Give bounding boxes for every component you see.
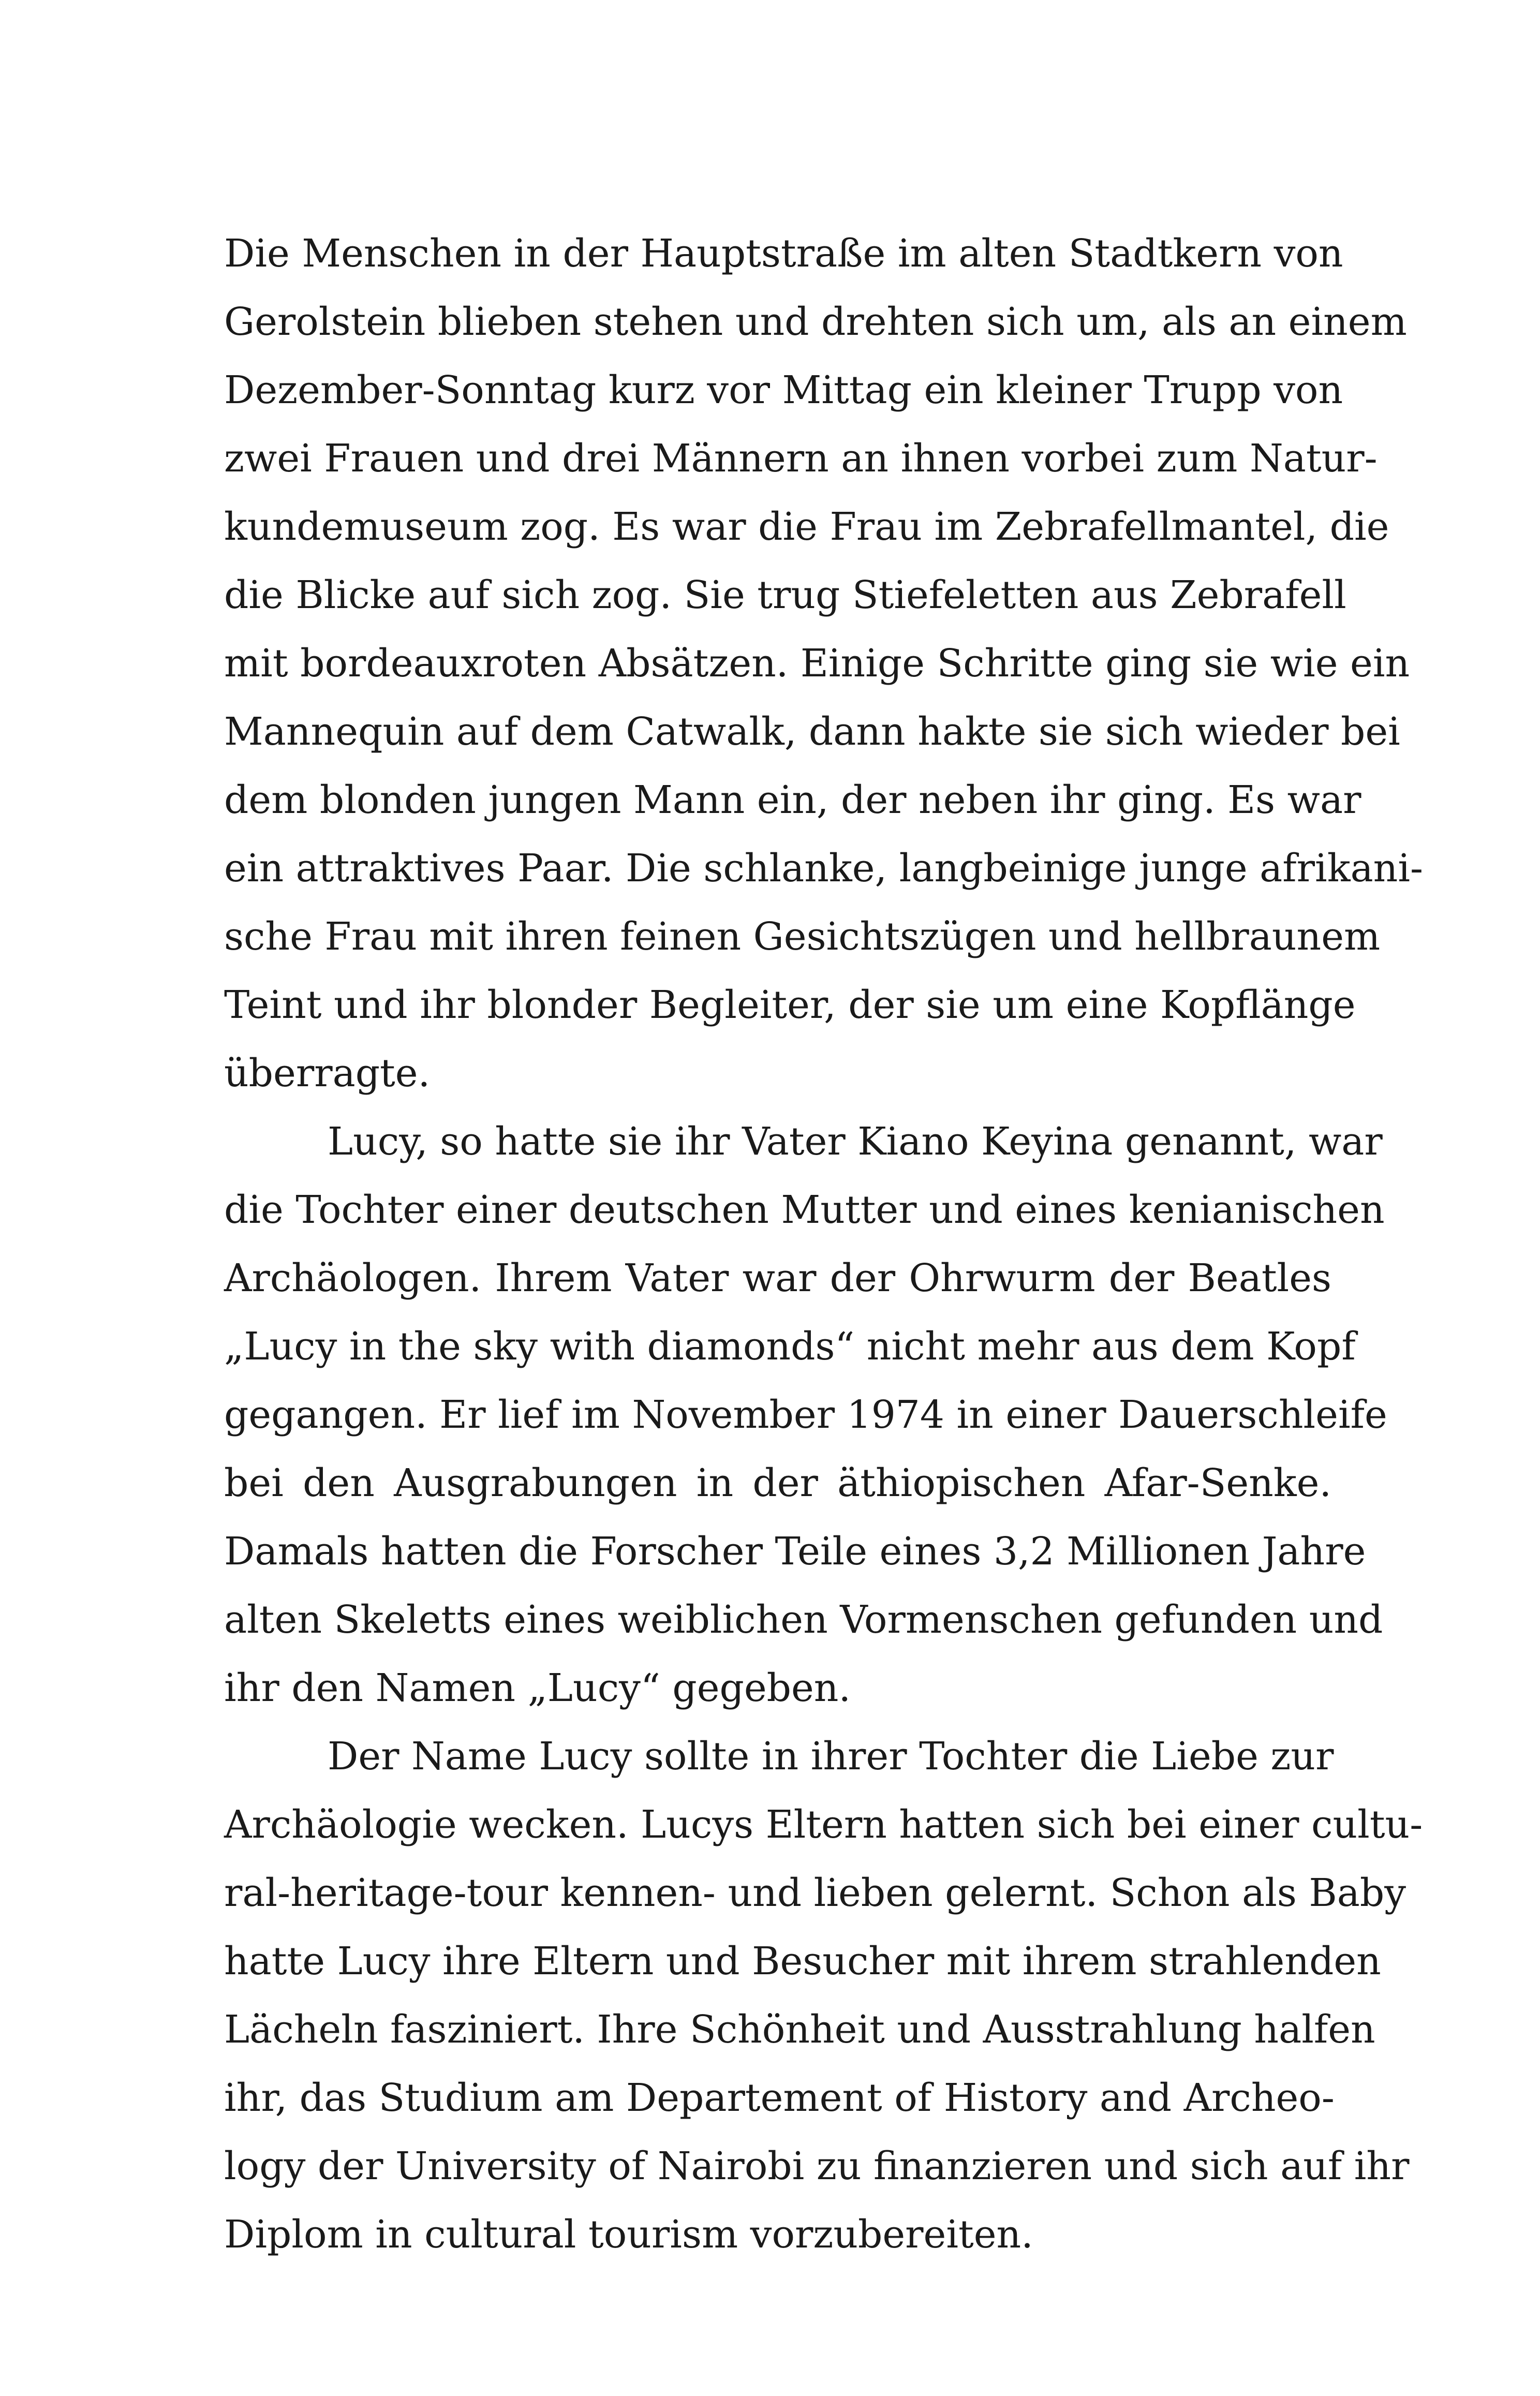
text-line: Lächeln fasziniert. Ihre Schönheit und Ausstrahlung halfen [224,2007,1375,2052]
text-line: bei den Ausgrabungen in der äthiopischen Afar-Senke. [224,1461,1331,1505]
text-line: kundemuseum zog. Es war die Frau im Zebrafellmantel, die [224,505,1389,549]
text-line: „Lucy in the sky with diamonds“ nicht mehr aus dem Kopf [224,1324,1356,1369]
text-line: ein attraktives Paar. Die schlanke, langbeinige junge afrikani- [224,846,1424,891]
text-line: alten Skeletts eines weiblichen Vormenschen gefunden und [224,1598,1383,1642]
text-line: Mannequin auf dem Catwalk, dann hakte sie sich wieder bei [224,709,1400,754]
text-line: Dezember-Sonntag kurz vor Mittag ein kleiner Trupp von [224,368,1343,412]
text-line: ihr, das Studium am Departement of History and Archeo- [224,2076,1335,2120]
text-line: die Blicke auf sich zog. Sie trug Stiefeletten aus Zebrafell [224,573,1346,617]
text-line: Archäologen. Ihrem Vater war der Ohrwurm der Beatles [224,1256,1331,1300]
text-line: Diplom in cultural tourism vorzubereiten. [224,2212,1033,2257]
text-line: Archäologie wecken. Lucys Eltern hatten sich bei einer cultu- [224,1802,1423,1847]
body-text [224,219,1424,2269]
paragraph-2 [224,1107,1387,1722]
text-line: logy der University of Nairobi zu finanzieren und sich auf ihr [224,2144,1410,2188]
text-line: Damals hatten die Forscher Teile eines 3,2 Millionen Jahre [224,1529,1366,1574]
paragraph-3 [224,1722,1423,2269]
text-line: mit bordeauxroten Absätzen. Einige Schritte ging sie wie ein [224,641,1410,686]
text-line: dem blonden jungen Mann ein, der neben ihr ging. Es war [224,778,1361,822]
text-line: Lucy, so hatte sie ihr Vater Kiano Keyina genannt, war [328,1119,1383,1164]
text-line: überragte. [224,1051,431,1096]
text-line: hatte Lucy ihre Eltern und Besucher mit ihrem strahlenden [224,1939,1381,1984]
text-line: Der Name Lucy sollte in ihrer Tochter die Liebe zur [328,1734,1334,1779]
text-line: ral-heritage-tour kennen- und lieben gelernt. Schon als Baby [224,1871,1406,1915]
text-line: ihr den Namen „Lucy“ gegeben. [224,1666,851,1710]
paragraph-1 [224,219,1424,1107]
text-line: sche Frau mit ihren feinen Gesichtszügen und hellbraunem [224,914,1381,959]
text-line: die Tochter einer deutschen Mutter und eines kenianischen [224,1188,1385,1232]
text-line: gegangen. Er lief im November 1974 in einer Dauerschleife [224,1393,1387,1437]
text-line: Teint und ihr blonder Begleiter, der sie um eine Kopflänge [224,983,1356,1027]
text-line: Gerolstein blieben stehen und drehten sich um, als an einem [224,300,1407,344]
text-line: zwei Frauen und drei Männern an ihnen vorbei zum Natur- [224,436,1378,481]
text-line: Die Menschen in der Hauptstraße im alten Stadtkern von [224,231,1343,276]
